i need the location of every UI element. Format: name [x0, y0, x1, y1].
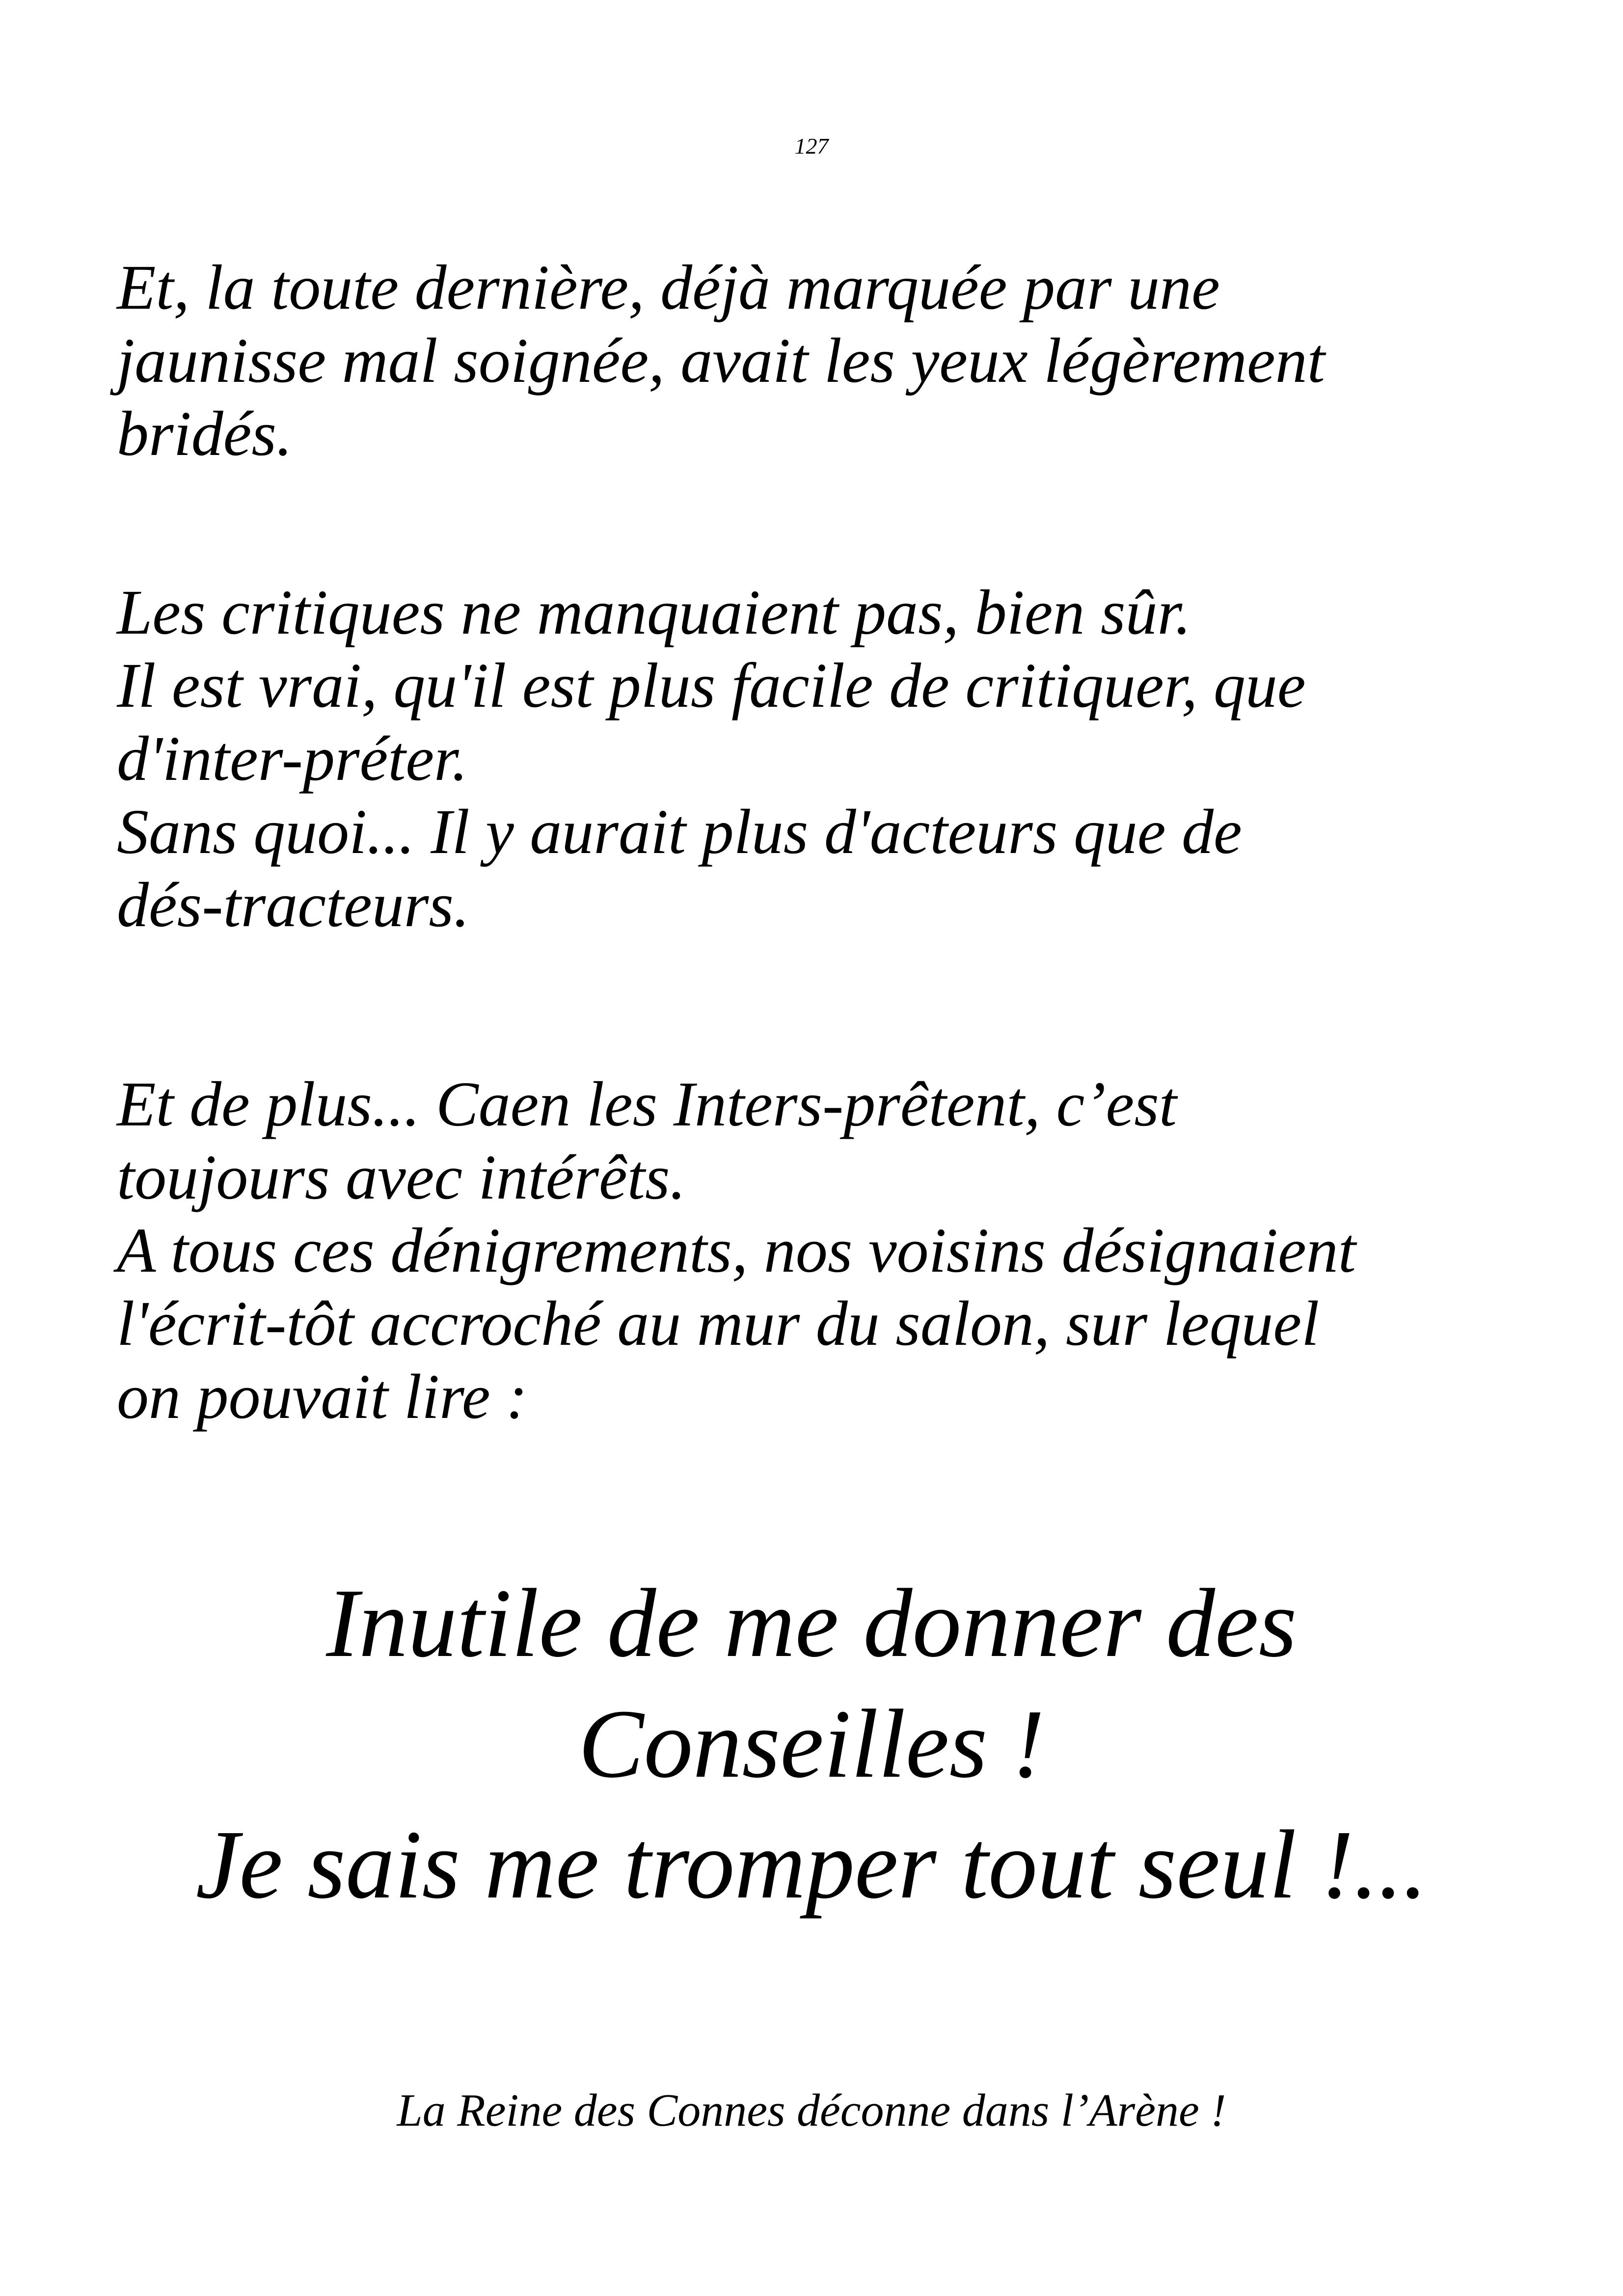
quote-line: Je sais me tromper tout seul !...: [195, 1811, 1428, 1919]
paragraph-2: [117, 576, 1541, 942]
quote-line: Inutile de me donner des: [326, 1569, 1297, 1678]
paragraph-line: A tous ces dénigrements, nos voisins désignaient: [117, 1215, 1356, 1286]
paragraph-line: dés-tracteurs.: [117, 870, 470, 940]
running-footer: La Reine des Connes déconne dans l’Arène !: [397, 2085, 1226, 2136]
paragraph-3: [117, 1068, 1541, 1434]
paragraph-line: on pouvait lire :: [117, 1362, 528, 1432]
paragraph-line: Il est vrai, qu'il est plus facile de critiquer, que: [117, 650, 1306, 721]
paragraph-line: l'écrit-tôt accroché au mur du salon, sur lequel: [117, 1288, 1320, 1359]
page-number: 127: [794, 133, 829, 159]
paragraph-line: Et, la toute dernière, déjà marquée par une: [117, 252, 1220, 323]
wall-inscription-quote: [0, 1563, 1623, 1925]
paragraph-line: d'inter-préter.: [117, 723, 468, 794]
paragraph-line: Les critiques ne manquaient pas, bien sûr.: [117, 577, 1191, 648]
paragraph-1: [117, 251, 1541, 471]
paragraph-line: toujours avec intérêts.: [117, 1142, 686, 1213]
paragraph-line: Et de plus... Caen les Inters-prêtent, c’est: [117, 1069, 1177, 1140]
quote-line: Conseilles !: [578, 1690, 1045, 1798]
paragraph-line: Sans quoi... Il y aurait plus d'acteurs que de: [117, 797, 1242, 867]
paragraph-line: bridés.: [117, 399, 293, 469]
paragraph-line: jaunisse mal soignée, avait les yeux légèrement: [117, 325, 1325, 396]
